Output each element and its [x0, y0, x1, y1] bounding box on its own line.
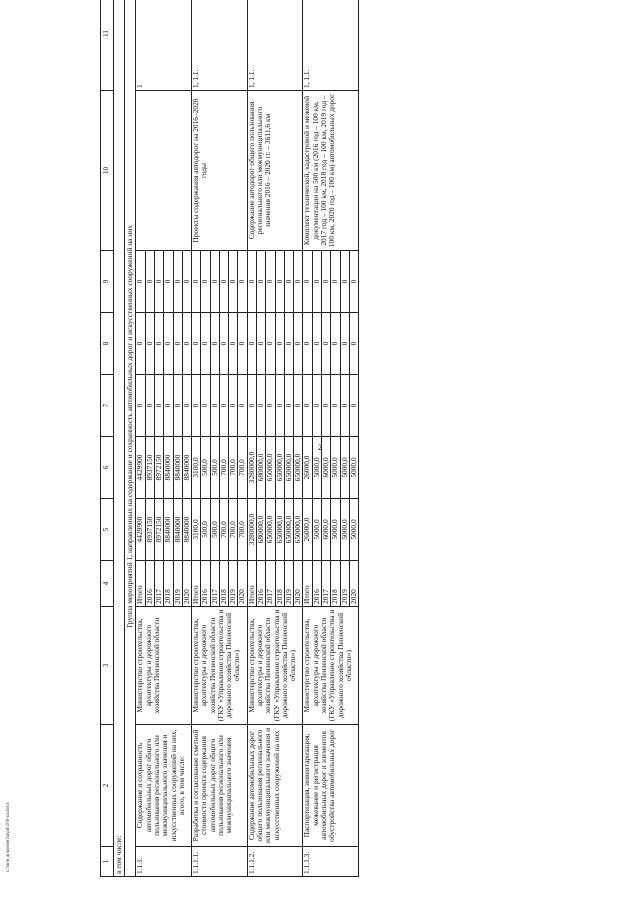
regional-budget-cell: 8840000	[173, 437, 182, 499]
year-cell: 2018	[164, 561, 173, 607]
year-cell: 2016	[145, 561, 154, 607]
col-header-4: 4	[101, 561, 114, 607]
federal-budget-cell: 0	[192, 375, 201, 437]
federal-budget-cell: 0	[182, 375, 191, 437]
activity-executor: Министерство строительства, архитектуры и дорожного хозяйства Пензенской области	[136, 607, 192, 725]
year-cell: 2019	[340, 561, 349, 607]
federal-budget-cell: 0	[340, 375, 349, 437]
total-amount-cell: 3100,0	[192, 499, 201, 561]
other-sources-cell: 0	[219, 251, 228, 313]
col-header-6: 6	[101, 437, 114, 499]
other-sources-cell: 0	[266, 251, 275, 313]
local-budget-cell: 0	[182, 313, 191, 375]
local-budget-cell: 0	[210, 313, 219, 375]
total-amount-cell: 3280000,0	[247, 499, 256, 561]
year-cell: Итого	[136, 561, 145, 607]
table-row	[303, 0, 312, 877]
local-budget-cell: 0	[238, 313, 247, 375]
col-header-8: 8	[101, 313, 114, 375]
other-sources-cell: 0	[257, 251, 266, 313]
group-title: Группа мероприятий 1, направленных на содержание и сохранность автомобильных дорог и искусственных сооружений на них	[125, 0, 136, 877]
local-budget-cell: 0	[173, 313, 182, 375]
year-cell: 2019	[284, 561, 293, 607]
activity-number: 1.1.1.	[136, 847, 192, 877]
year-cell: Итого	[303, 561, 312, 607]
total-amount-cell: 500,0	[210, 499, 219, 561]
table-row	[136, 0, 145, 877]
federal-budget-cell: 0	[349, 375, 358, 437]
other-sources-cell: 0	[312, 251, 321, 313]
expected-result: Проекты содержания автодорог на 2016–2020 годы	[192, 91, 248, 251]
col-header-9: 9	[101, 251, 114, 313]
local-budget-cell: 0	[219, 313, 228, 375]
regional-budget-cell: 3100,0	[192, 437, 201, 499]
activity-name: Содержание и сохранность автомобильных дорог общего пользования регионального или межмуниципального значения и искусственных сооружений на них, всего, в том числе:	[136, 725, 192, 847]
regional-budget-cell: 5000,0	[331, 437, 340, 499]
total-amount-cell: 700,0	[229, 499, 238, 561]
other-sources-cell: 0	[349, 251, 358, 313]
regional-budget-cell: 650000,0	[294, 437, 303, 499]
local-budget-cell: 0	[284, 313, 293, 375]
federal-budget-cell: 0	[303, 375, 312, 437]
total-amount-cell: 5000,0	[349, 499, 358, 561]
local-budget-cell: 0	[145, 313, 154, 375]
year-cell: 2020	[238, 561, 247, 607]
other-sources-cell: 0	[201, 251, 210, 313]
other-sources-cell: 0	[275, 251, 284, 313]
federal-budget-cell: 0	[275, 375, 284, 437]
col-header-7: 7	[101, 375, 114, 437]
year-cell: 2017	[322, 561, 331, 607]
activity-name: Разработка и согласование сметной стоимости проекта содержания автомобильных дорог общего пользования регионального или межмуниципального значения	[192, 725, 248, 847]
local-budget-cell: 0	[340, 313, 349, 375]
year-cell: Итого	[192, 561, 201, 607]
total-amount-cell: 26000,0	[303, 499, 312, 561]
rotated-table-container	[100, 17, 605, 877]
total-amount-cell: 5000,0	[312, 499, 321, 561]
total-amount-cell: 4429900	[136, 499, 145, 561]
federal-budget-cell: 0	[322, 375, 331, 437]
federal-budget-cell: 0	[331, 375, 340, 437]
total-amount-cell: 8937150	[145, 499, 154, 561]
regional-budget-cell: 3280000,0	[247, 437, 256, 499]
other-sources-cell: 0	[303, 251, 312, 313]
local-budget-cell: 0	[201, 313, 210, 375]
other-sources-cell: 0	[182, 251, 191, 313]
col-header-3: 3	[101, 607, 114, 725]
expected-result: Комплект технической, кадастровой и межевой документации на 500 км (2016 год – 100 км, 2017 год – 100 км, 2018 год – 100 км, 2019 год – 100 км, 2020 год – 100 км) автомобильных дорог	[303, 91, 359, 251]
federal-budget-cell: 0	[284, 375, 293, 437]
year-cell: 2020	[294, 561, 303, 607]
total-amount-cell: 650000,0	[284, 499, 293, 561]
total-amount-cell: 650000,0	[266, 499, 275, 561]
other-sources-cell: 0	[284, 251, 293, 313]
regional-budget-cell: 500,0	[201, 437, 210, 499]
year-cell: 2016	[201, 561, 210, 607]
regional-budget-cell: 8840000	[182, 437, 191, 499]
local-budget-cell: 0	[164, 313, 173, 375]
federal-budget-cell: 0	[154, 375, 163, 437]
federal-budget-cell: 0	[238, 375, 247, 437]
regional-budget-cell: 650000,0	[275, 437, 284, 499]
other-sources-cell: 0	[164, 251, 173, 313]
total-amount-cell: 700,0	[238, 499, 247, 561]
total-amount-cell: 680000,0	[257, 499, 266, 561]
other-sources-cell: 0	[322, 251, 331, 313]
program-activities-table	[100, 0, 359, 877]
regional-budget-cell: 650000,0	[284, 437, 293, 499]
federal-budget-cell: 0	[145, 375, 154, 437]
expected-result: Содержание автодорог общего пользования регионального или межмуниципального значения 2016 – 2020 гг. – 3611,6 км	[247, 91, 303, 251]
footer-path: c:\мои документы\pd\100-ш.docx	[6, 802, 11, 872]
federal-budget-cell: 0	[210, 375, 219, 437]
local-budget-cell: 0	[229, 313, 238, 375]
year-cell: 2017	[210, 561, 219, 607]
year-cell: Итого	[247, 561, 256, 607]
local-budget-cell: 0	[192, 313, 201, 375]
local-budget-cell: 0	[266, 313, 275, 375]
in-total-row	[113, 0, 124, 877]
regional-budget-cell: 8937150	[145, 437, 154, 499]
year-cell: 2020	[349, 561, 358, 607]
federal-budget-cell: 0	[247, 375, 256, 437]
federal-budget-cell: 0	[294, 375, 303, 437]
other-sources-cell: 0	[294, 251, 303, 313]
other-sources-cell: 0	[331, 251, 340, 313]
activity-executor: Министерство строительства, архитектуры и дорожного хозяйства Пензенской области (ГКУ «Управление строительства и дорожного хозяйства Пензенской области»)	[247, 607, 303, 725]
activity-name: Паспортизация, инвентаризация, межевание и регистрация автомобильных дорог и элементов обустройства автомобильных дорог	[303, 725, 359, 847]
year-cell: 2016	[312, 561, 321, 607]
other-sources-cell: 0	[340, 251, 349, 313]
federal-budget-cell: 0	[173, 375, 182, 437]
federal-budget-cell: 0	[257, 375, 266, 437]
year-cell: 2020	[182, 561, 191, 607]
regional-budget-cell: 680000,0	[257, 437, 266, 499]
year-cell: 2017	[154, 561, 163, 607]
other-sources-cell: 0	[145, 251, 154, 313]
year-cell: 2016	[257, 561, 266, 607]
other-sources-cell: 0	[154, 251, 163, 313]
activity-name: Содержание автомобильных дорог общего пользования регионального или межмуниципального значения и искусственных сооружений на них	[247, 725, 303, 847]
total-amount-cell: 650000,0	[275, 499, 284, 561]
table-row	[192, 0, 201, 877]
regional-budget-cell: 700,0	[238, 437, 247, 499]
regional-budget-cell: 650000,0	[266, 437, 275, 499]
activity-executor: Министерство строительства, архитектуры и дорожного хозяйства Пензенской области (ГКУ «Управление строительства и дорожного хозяйства Пензенской области»)	[303, 607, 359, 725]
total-amount-cell: 650000,0	[294, 499, 303, 561]
in-total-label: в том числе:	[113, 0, 124, 877]
total-amount-cell: 8840000	[182, 499, 191, 561]
col-header-11: 11	[101, 0, 114, 91]
other-sources-cell: 0	[238, 251, 247, 313]
activity-number: 1.1.1.2.	[247, 847, 303, 877]
local-budget-cell: 0	[294, 313, 303, 375]
indicator-reference: 1, 1.1.	[247, 0, 303, 91]
other-sources-cell: 0	[229, 251, 238, 313]
activity-number: 1.1.1.3.	[303, 847, 359, 877]
total-amount-cell: 8840000	[173, 499, 182, 561]
expected-result	[136, 91, 192, 251]
local-budget-cell: 0	[136, 313, 145, 375]
table-row	[247, 0, 256, 877]
local-budget-cell: 0	[257, 313, 266, 375]
local-budget-cell: 0	[154, 313, 163, 375]
local-budget-cell: 0	[247, 313, 256, 375]
other-sources-cell: 0	[136, 251, 145, 313]
column-number-row	[101, 0, 114, 877]
regional-budget-cell: 700,0	[219, 437, 228, 499]
regional-budget-cell: 700,0	[229, 437, 238, 499]
indicator-reference: 1	[136, 0, 192, 91]
regional-budget-cell: 500,0	[210, 437, 219, 499]
other-sources-cell: 0	[210, 251, 219, 313]
col-header-2: 2	[101, 725, 114, 847]
regional-budget-cell: 5000,0	[349, 437, 358, 499]
federal-budget-cell: 0	[312, 375, 321, 437]
page-number: 2	[318, 443, 322, 452]
local-budget-cell: 0	[322, 313, 331, 375]
year-cell: 2017	[266, 561, 275, 607]
total-amount-cell: 6000,0	[322, 499, 331, 561]
col-header-1: 1	[101, 847, 114, 877]
year-cell: 2019	[229, 561, 238, 607]
activity-number: 1.1.1.1.	[192, 847, 248, 877]
regional-budget-cell: 26000,0	[303, 437, 312, 499]
other-sources-cell: 0	[173, 251, 182, 313]
total-amount-cell: 8972150	[154, 499, 163, 561]
federal-budget-cell: 0	[219, 375, 228, 437]
total-amount-cell: 500,0	[201, 499, 210, 561]
local-budget-cell: 0	[312, 313, 321, 375]
indicator-reference: 1, 1.1.	[303, 0, 359, 91]
year-cell: 2018	[219, 561, 228, 607]
local-budget-cell: 0	[331, 313, 340, 375]
local-budget-cell: 0	[349, 313, 358, 375]
total-amount-cell: 5000,0	[331, 499, 340, 561]
year-cell: 2018	[275, 561, 284, 607]
federal-budget-cell: 0	[201, 375, 210, 437]
regional-budget-cell: 4429900	[136, 437, 145, 499]
col-header-10: 10	[101, 91, 114, 251]
year-cell: 2018	[331, 561, 340, 607]
year-cell: 2019	[173, 561, 182, 607]
regional-budget-cell: 8840000	[164, 437, 173, 499]
local-budget-cell: 0	[275, 313, 284, 375]
total-amount-cell: 5000,0	[340, 499, 349, 561]
col-header-5: 5	[101, 499, 114, 561]
other-sources-cell: 0	[247, 251, 256, 313]
federal-budget-cell: 0	[136, 375, 145, 437]
local-budget-cell: 0	[303, 313, 312, 375]
indicator-reference: 1, 1.1.	[192, 0, 248, 91]
regional-budget-cell: 5000,0	[312, 437, 321, 499]
group-title-row	[125, 0, 136, 877]
activity-executor: Министерство строительства, архитектуры и дорожного хозяйства Пензенской области (ГКУ «Управление строительства и дорожного хозяйства Пензенской области»)	[192, 607, 248, 725]
federal-budget-cell: 0	[266, 375, 275, 437]
total-amount-cell: 700,0	[219, 499, 228, 561]
regional-budget-cell: 8972150	[154, 437, 163, 499]
total-amount-cell: 8840000	[164, 499, 173, 561]
federal-budget-cell: 0	[164, 375, 173, 437]
regional-budget-cell: 6000,0	[322, 437, 331, 499]
regional-budget-cell: 5000,0	[340, 437, 349, 499]
federal-budget-cell: 0	[229, 375, 238, 437]
other-sources-cell: 0	[192, 251, 201, 313]
